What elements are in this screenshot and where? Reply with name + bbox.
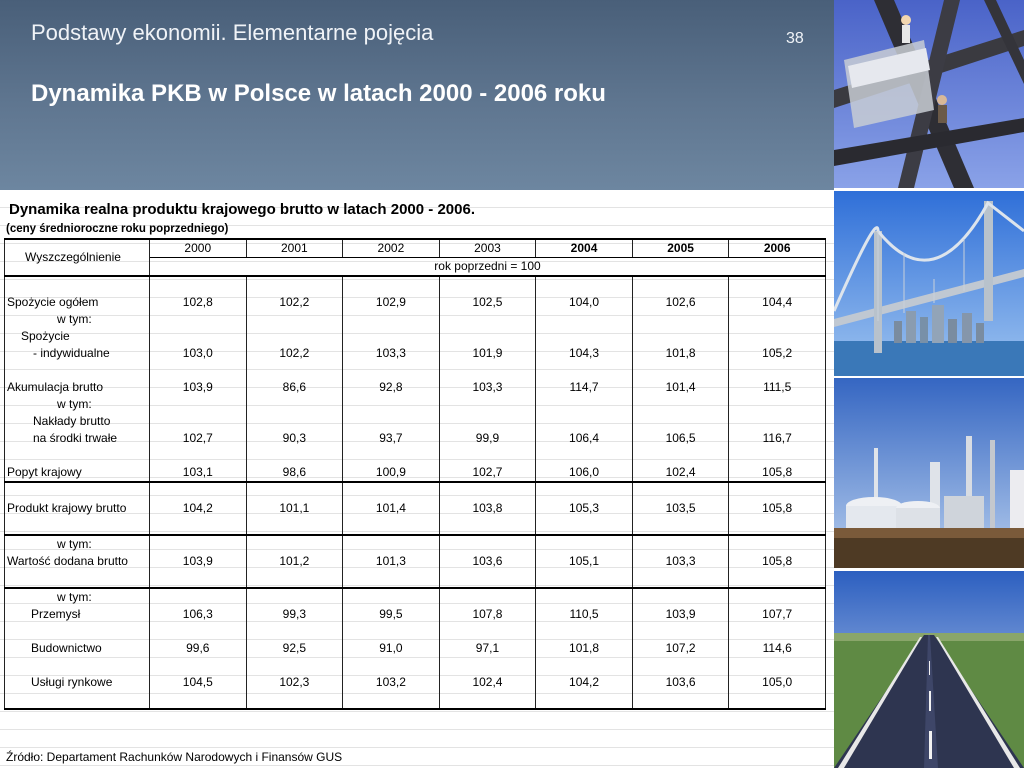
year-header: 2000 — [150, 239, 247, 258]
table-cell: 99,6 — [150, 640, 247, 657]
table-cell: 107,8 — [439, 606, 536, 623]
table-cell: 100,9 — [343, 464, 440, 482]
header-label: Wyszczególnienie — [5, 239, 150, 276]
table-cell: 93,7 — [343, 430, 440, 447]
table-cell: 102,7 — [439, 464, 536, 482]
table-cell: 92,5 — [246, 640, 343, 657]
table-row — [5, 606, 826, 623]
table-row — [5, 464, 826, 482]
table-cell: 105,0 — [729, 674, 826, 691]
table-row — [5, 482, 826, 500]
table-row — [5, 294, 826, 311]
table-cell: 105,1 — [536, 553, 633, 570]
table-cell: 101,8 — [536, 640, 633, 657]
table-cell: 110,5 — [536, 606, 633, 623]
year-header: 2002 — [343, 239, 440, 258]
steel-construction-photo — [834, 0, 1024, 188]
table-cell: 101,3 — [343, 553, 440, 570]
row-label: Spożycie ogółem — [5, 294, 150, 311]
table-row — [5, 276, 826, 294]
row-label: na środki trwałe — [5, 430, 150, 447]
table-cell: 102,2 — [246, 345, 343, 362]
table-row — [5, 362, 826, 379]
year-header: 2001 — [246, 239, 343, 258]
table-cell: 103,5 — [632, 500, 729, 517]
table-cell: 105,8 — [729, 500, 826, 517]
row-label: w tym: — [5, 396, 150, 413]
table-row — [5, 500, 826, 517]
row-label: Wartość dodana brutto — [5, 553, 150, 570]
table-row — [5, 640, 826, 657]
table-cell: 103,2 — [343, 674, 440, 691]
table-row — [5, 413, 826, 430]
table-cell: 90,3 — [246, 430, 343, 447]
table-title: Dynamika realna produktu krajowego brutto w latach 2000 - 2006. — [9, 201, 475, 218]
table-row — [5, 623, 826, 640]
table-cell: 104,3 — [536, 345, 633, 362]
table-cell: 102,3 — [246, 674, 343, 691]
table-cell: 103,8 — [439, 500, 536, 517]
base-year-note: rok poprzedni = 100 — [150, 258, 826, 277]
year-header: 2006 — [729, 239, 826, 258]
table-cell: 103,3 — [439, 379, 536, 396]
table-cell: 101,8 — [632, 345, 729, 362]
table-subtitle: (ceny średnioroczne roku poprzedniego) — [6, 223, 229, 235]
table-cell: 105,3 — [536, 500, 633, 517]
table-cell: 105,2 — [729, 345, 826, 362]
row-label: Produkt krajowy brutto — [5, 500, 150, 517]
table-cell: 114,7 — [536, 379, 633, 396]
table-cell: 101,4 — [632, 379, 729, 396]
table-cell: 102,2 — [246, 294, 343, 311]
row-label: Akumulacja brutto — [5, 379, 150, 396]
table-cell: 103,9 — [150, 379, 247, 396]
table-cell: 101,4 — [343, 500, 440, 517]
table-cell: 105,8 — [729, 553, 826, 570]
refinery-photo — [834, 378, 1024, 568]
table-cell: 103,3 — [343, 345, 440, 362]
table-row — [5, 691, 826, 709]
table-row — [5, 535, 826, 553]
page-number: 38 — [786, 30, 804, 47]
table-row — [5, 379, 826, 396]
row-label: Popyt krajowy — [5, 464, 150, 482]
table-cell: 107,7 — [729, 606, 826, 623]
table-cell: 99,5 — [343, 606, 440, 623]
table-cell: 104,2 — [150, 500, 247, 517]
table-cell: 99,9 — [439, 430, 536, 447]
table-cell: 102,4 — [439, 674, 536, 691]
table-cell: 97,1 — [439, 640, 536, 657]
row-label: Przemysł — [5, 606, 150, 623]
slide-subject: Podstawy ekonomii. Elementarne pojęcia — [31, 20, 434, 45]
slide-title: Dynamika PKB w Polsce w latach 2000 - 2006 roku — [31, 80, 606, 107]
table-cell: 98,6 — [246, 464, 343, 482]
table-row — [5, 430, 826, 447]
header-row-years — [5, 239, 826, 258]
row-label: Usługi rynkowe — [5, 674, 150, 691]
table-cell: 106,4 — [536, 430, 633, 447]
table-row — [5, 588, 826, 606]
table-row — [5, 447, 826, 464]
row-label: w tym: — [5, 588, 150, 606]
table-row — [5, 328, 826, 345]
table-row — [5, 517, 826, 535]
table-cell: 103,6 — [632, 674, 729, 691]
table-cell: 102,6 — [632, 294, 729, 311]
table-cell: 106,3 — [150, 606, 247, 623]
table-cell: 104,5 — [150, 674, 247, 691]
table-cell: 103,9 — [150, 553, 247, 570]
year-header: 2003 — [439, 239, 536, 258]
table-cell: 103,3 — [632, 553, 729, 570]
table-cell: 106,0 — [536, 464, 633, 482]
table-row — [5, 396, 826, 413]
spreadsheet-panel — [0, 190, 834, 768]
table-cell: 92,8 — [343, 379, 440, 396]
table-cell: 104,2 — [536, 674, 633, 691]
year-header: 2005 — [632, 239, 729, 258]
slide-header — [0, 0, 834, 190]
row-label: w tym: — [5, 311, 150, 328]
row-label: - indywidualne — [5, 345, 150, 362]
table-cell: 103,0 — [150, 345, 247, 362]
gdp-table — [4, 238, 826, 710]
source-note: Źródło: Departament Rachunków Narodowych i Finansów GUS — [6, 750, 343, 764]
table-cell: 103,1 — [150, 464, 247, 482]
row-label: Nakłady brutto — [5, 413, 150, 430]
table-row — [5, 553, 826, 570]
table-cell: 102,4 — [632, 464, 729, 482]
table-cell: 116,7 — [729, 430, 826, 447]
table-cell: 101,1 — [246, 500, 343, 517]
table-cell: 99,3 — [246, 606, 343, 623]
table-cell: 107,2 — [632, 640, 729, 657]
table-row — [5, 345, 826, 362]
table-cell: 102,7 — [150, 430, 247, 447]
table-cell: 104,0 — [536, 294, 633, 311]
table-cell: 111,5 — [729, 379, 826, 396]
table-cell: 103,6 — [439, 553, 536, 570]
row-label: Spożycie — [5, 328, 150, 345]
highway-photo — [834, 571, 1024, 768]
table-cell: 102,5 — [439, 294, 536, 311]
table-row — [5, 674, 826, 691]
year-header: 2004 — [536, 239, 633, 258]
table-cell: 91,0 — [343, 640, 440, 657]
photo-column — [834, 0, 1024, 768]
table-cell: 102,8 — [150, 294, 247, 311]
table-cell: 106,5 — [632, 430, 729, 447]
bridge-skyline-photo — [834, 191, 1024, 376]
table-cell: 105,8 — [729, 464, 826, 482]
table-cell: 86,6 — [246, 379, 343, 396]
table-row — [5, 657, 826, 674]
table-cell: 103,9 — [632, 606, 729, 623]
table-cell: 102,9 — [343, 294, 440, 311]
table-cell: 101,2 — [246, 553, 343, 570]
table-cell: 114,6 — [729, 640, 826, 657]
row-label: Budownictwo — [5, 640, 150, 657]
table-cell: 101,9 — [439, 345, 536, 362]
table-row — [5, 311, 826, 328]
table-row — [5, 570, 826, 588]
table-cell: 104,4 — [729, 294, 826, 311]
row-label: w tym: — [5, 535, 150, 553]
